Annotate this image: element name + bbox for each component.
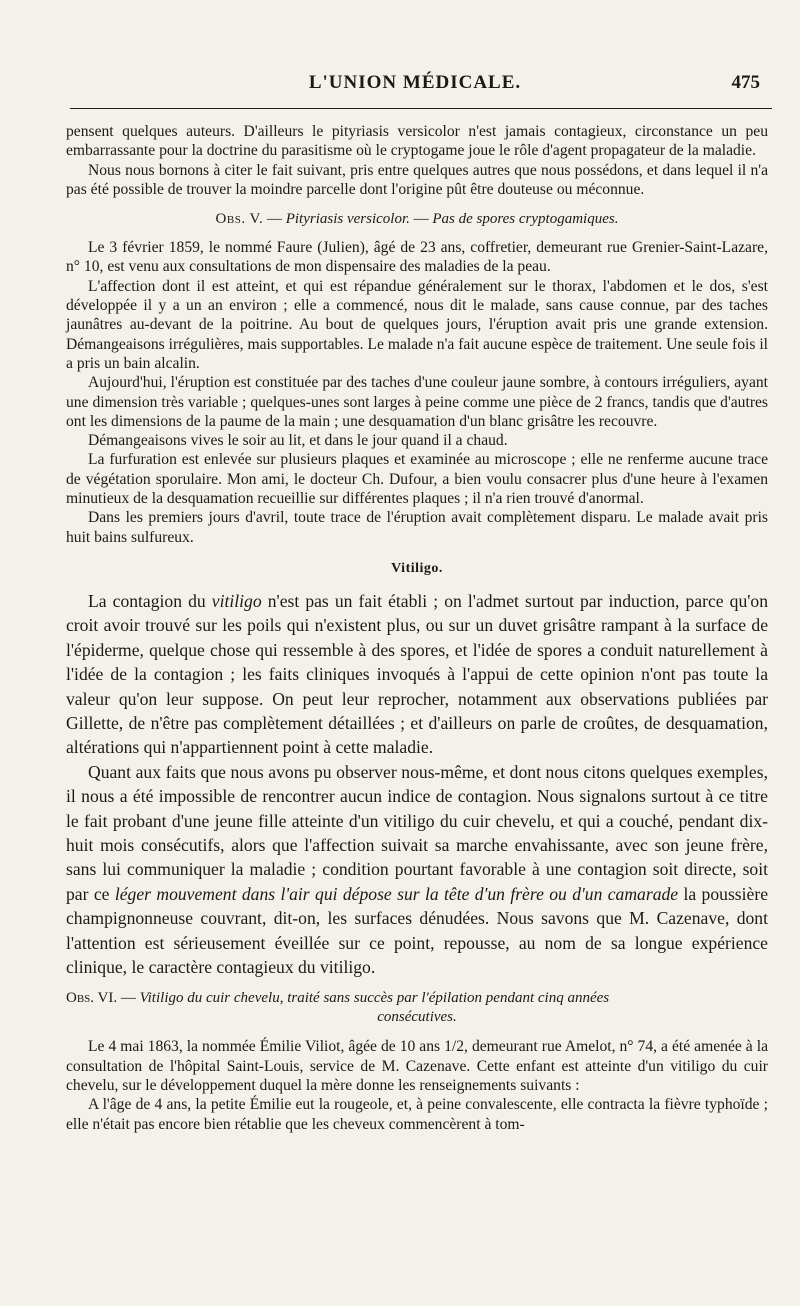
- emphasis: léger mouvement dans l'air qui dépose sur la tête d'un frère ou d'un camarade: [114, 883, 679, 904]
- paragraph: Aujourd'hui, l'éruption est constituée par des taches d'une couleur jaune sombre, à contours irréguliers, ayant une dimension très variable ; quelques-unes sont larges à peine comme une pièce de 2 francs, tandis que d'autres ont les dimensions de la paume de la main ; une desquamation d'un blanc grisâtre les recouvre.: [66, 374, 768, 430]
- paragraph: La furfuration est enlevée sur plusieurs plaques et examinée au microscope ; elle ne renferme aucune trace de végétation sporulaire. Mon ami, le docteur Ch. Dufour, a bien voulu consacrer plus d'une heure à l'examen minutieux de la desquamation recueillie sur différentes plaques ; il n'a rien trouvé d'anormal.: [66, 451, 768, 508]
- paragraph: pensent quelques auteurs. D'ailleurs le pityriasis versicolor n'est jamais contagieux, circonstance un peu embarrassante pour la doctrine du parasitisme où le cryptogame joue le rôle d'agent propagateur de la maladie.: [66, 123, 768, 160]
- paragraph: Le 3 février 1859, le nommé Faure (Julien), âgé de 23 ans, coffretier, demeurant rue Grenier-Saint-Lazare, n° 10, est venu aux consultations de mon dispensaire des maladies de la peau.: [66, 239, 768, 276]
- page-body: [66, 122, 768, 1134]
- observation-subtitle: Pas de spores cryptogamiques.: [432, 211, 619, 228]
- dash: —: [117, 990, 140, 1007]
- observation-heading: [66, 989, 768, 1027]
- text-run: La contagion du: [88, 590, 212, 611]
- emphasis: vitiligo: [211, 590, 262, 611]
- text-run: Quant aux faits que nous avons pu observer nous-même, et dont nous citons quelques exemples, il nous a été impossible de rencontrer aucun indice de contagion. Nous signalons surtout à ce titre le fait probant d'une jeune fille atteinte d'un vitiligo du cuir chevelu, et qui a couché, pendant dix-huit mois consécutifs, alors que l'affection suivait sa marche envahissante, avec son jeune frère, sans lui communiquer la maladie ; condition pourtant favorable à une contagion soit directe, soit par ce: [66, 761, 768, 904]
- paragraph: A l'âge de 4 ans, la petite Émilie eut la rougeole, et, à peine convalescente, elle contracta la fièvre typhoïde ; elle n'était pas encore bien rétablie que les cheveux commencèrent à tom-: [66, 1096, 768, 1133]
- paragraph: Nous nous bornons à citer le fait suivant, pris entre quelques autres que nous possédons, et dans lequel il n'a pas été possible de trouver la moindre parcelle dont l'origine pût être douteuse ou méconnue.: [66, 161, 768, 198]
- observation-label: Obs. V.: [215, 211, 264, 228]
- section-heading: Vitiligo.: [391, 560, 443, 576]
- text-run: n'est pas un fait établi ; on l'admet surtout par induction, parce qu'on croit avoir trouvé sur les poils qui n'existent plus, ou sur un duvet grisâtre rampant à la surface de l'épiderme, quelque chose qui ressemble à des spores, et l'idée de spores a conduit naturellement à l'idée de la contagion ; les faits cliniques invoqués à l'appui de cette opinion n'ont pas toute la valeur qu'on leur suppose. On peut leur reprocher, notamment aux observations publiées par Gillette, de n'être pas complètement détaillées ; et d'ailleurs on parle de croûtes, de desquamation, altérations qui n'appartiennent point à cette maladie.: [66, 590, 768, 758]
- text-run: la poussière champignonneuse couvrant, dit-on, les surfaces dénudées. Nous savons que M. Cazenave, dont l'attention est sérieusement éveillée sur ce point, repousse, au nom de sa longue expérience clinique, le caractère contagieux du vitiligo.: [66, 883, 769, 978]
- dash: —: [263, 211, 286, 228]
- observation-heading: [66, 211, 768, 228]
- page-number: 475: [731, 72, 760, 93]
- header-rule: [70, 108, 772, 109]
- observation-title: Pityriasis versicolor.: [285, 211, 410, 228]
- dash: —: [409, 211, 433, 228]
- observation-title-continued: consécutives.: [377, 1009, 457, 1026]
- observation-label: Obs. VI.: [66, 990, 118, 1007]
- journal-title: L'UNION MÉDICALE.: [308, 72, 522, 93]
- paragraph: Démangeaisons vives le soir au lit, et dans le jour quand il a chaud.: [88, 432, 508, 450]
- paragraph: [66, 589, 768, 760]
- paragraph: L'affection dont il est atteint, et qui est répandue généralement sur le thorax, l'abdomen et le dos, s'est développée il y a un an environ ; elle a commencé, nous dit le malade, sans cause connue, par des taches jaunâtres au-devant de la poitrine. Au bout de quelques jours, l'éruption avait pris une grande extension. Démangeaisons irrégulières, mais supportables. Le malade n'a fait aucune espèce de traitement. Une seule fois il a pris un bain alcalin.: [66, 277, 768, 372]
- running-header: [70, 72, 760, 98]
- paragraph: Le 4 mai 1863, la nommée Émilie Viliot, âgée de 10 ans 1/2, demeurant rue Amelot, n° 74, a été amenée à la consultation de l'hôpital Saint-Louis, service de M. Cazenave. Cette enfant est atteinte d'un vitiligo du cuir chevelu, sur le développement duquel la mère donne les renseignements suivants :: [66, 1038, 768, 1095]
- paragraph: Dans les premiers jours d'avril, toute trace de l'éruption avait complètement disparu. Le malade avait pris huit bains sulfureux.: [66, 509, 768, 546]
- observation-title: Vitiligo du cuir chevelu, traité sans succès par l'épilation pendant cinq années: [139, 990, 610, 1007]
- paragraph: [66, 760, 768, 980]
